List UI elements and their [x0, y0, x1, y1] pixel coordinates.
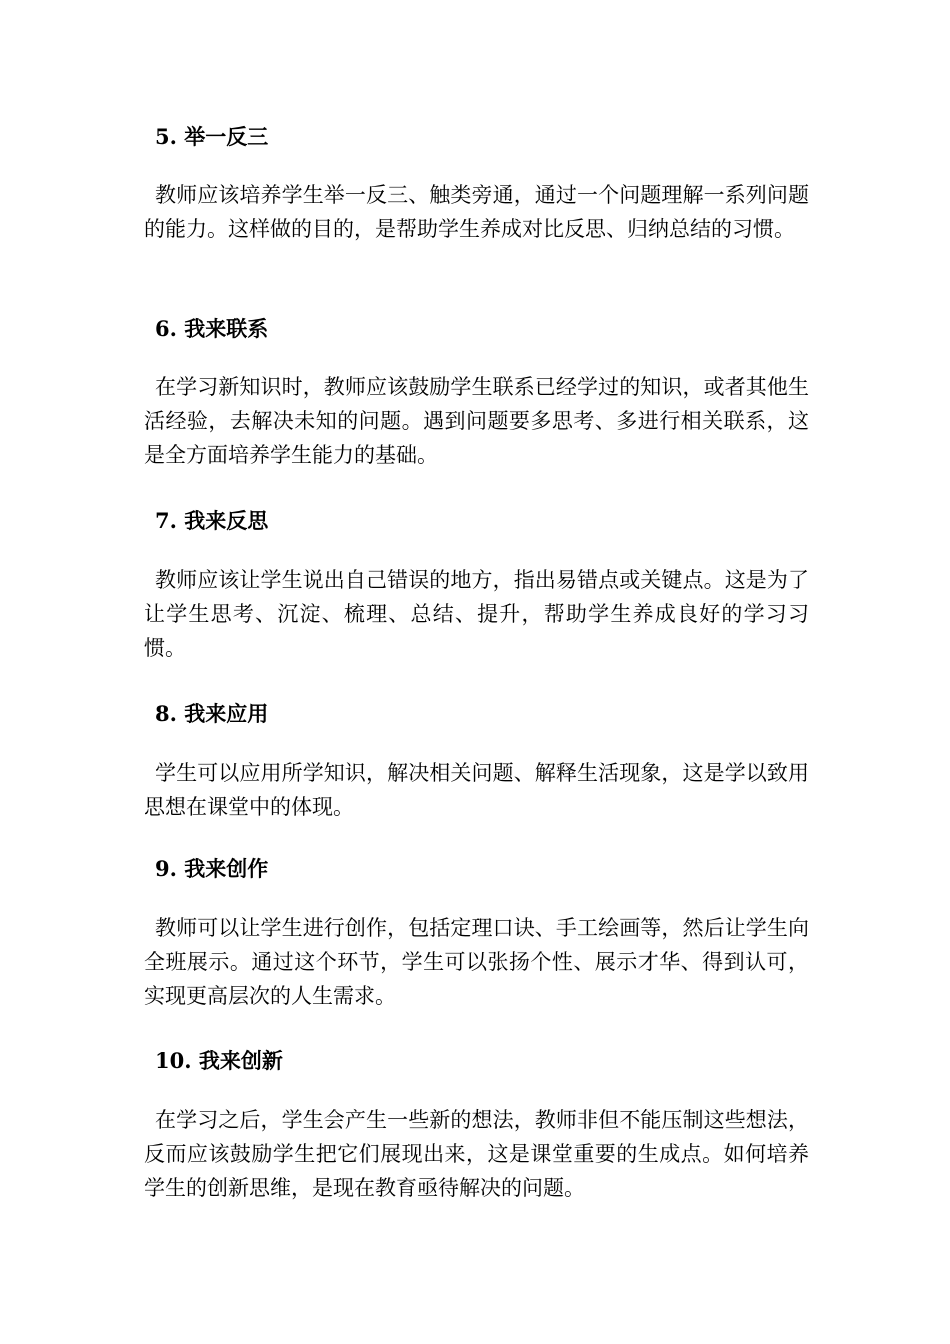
section-body-9: 教师可以让学生进行创作，包括定理口诀、手工绘画等，然后让学生向全班展示。通过这个环节，学生可以张扬个性、展示才华、得到认可，实现更高层次的人生需求。: [144, 916, 809, 1008]
section-body-10: 在学习之后，学生会产生一些新的想法，教师非但不能压制这些想法，反而应该鼓励学生把它们展现出来，这是课堂重要的生成点。如何培养学生的创新思维，是现在教育亟待解决的问题。: [144, 1108, 809, 1200]
section-body-5: 教师应该培养学生举一反三、触类旁通，通过一个问题理解一系列问题的能力。这样做的目的，是帮助学生养成对比反思、归纳总结的习惯。: [144, 183, 809, 241]
section-heading-7: 7. 我来反思: [155, 508, 269, 533]
section-heading-10: 10. 我来创新: [155, 1048, 283, 1073]
section-body-8: 学生可以应用所学知识，解决相关问题、解释生活现象，这是学以致用思想在课堂中的体现。: [144, 761, 809, 819]
section-body-7: 教师应该让学生说出自己错误的地方，指出易错点或关键点。这是为了让学生思考、沉淀、梳理、总结、提升，帮助学生养成良好的学习习惯。: [144, 568, 809, 660]
section-heading-9: 9. 我来创作: [155, 856, 269, 881]
section-body-6: 在学习新知识时，教师应该鼓励学生联系已经学过的知识，或者其他生活经验，去解决未知的问题。遇到问题要多思考、多进行相关联系，这是全方面培养学生能力的基础。: [144, 375, 809, 467]
section-heading-5: 5. 举一反三: [155, 124, 269, 149]
section-heading-8: 8. 我来应用: [155, 701, 269, 726]
section-heading-6: 6. 我来联系: [155, 316, 269, 341]
